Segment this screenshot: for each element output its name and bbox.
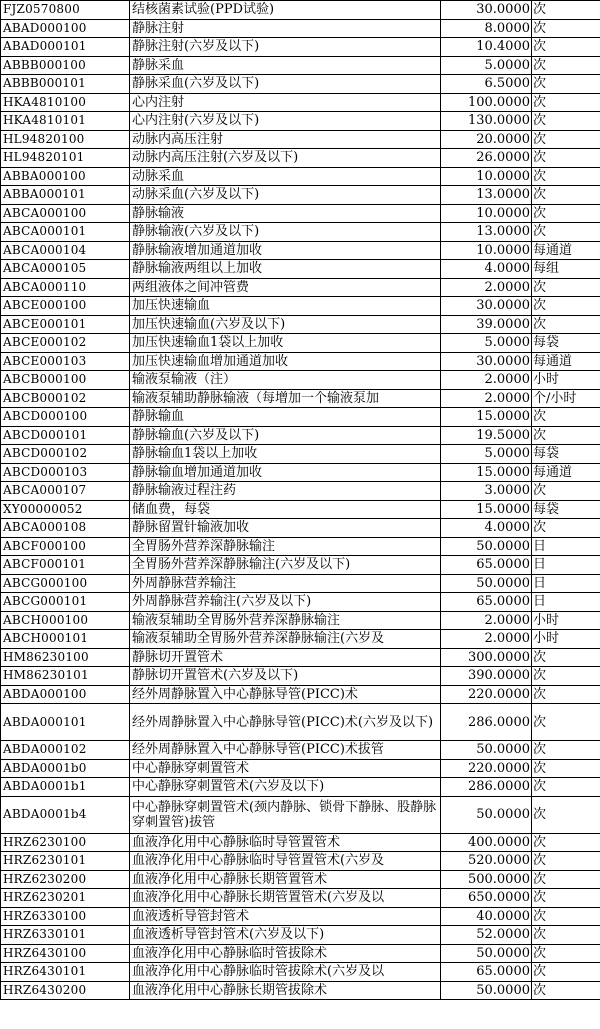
item-code-cell: ABCD000100	[1, 408, 130, 427]
table-row	[1, 796, 600, 833]
item-price-cell: 2.0000	[441, 389, 532, 408]
item-unit-cell: 日	[532, 593, 600, 612]
item-name-cell: 加压快速输血(六岁及以下)	[130, 315, 441, 334]
table-row	[1, 611, 600, 630]
item-name-cell: 静脉采血(六岁及以下)	[130, 75, 441, 94]
item-code-cell: ABCH000100	[1, 611, 130, 630]
table-row	[1, 870, 600, 889]
item-unit-cell: 次	[532, 852, 600, 871]
table-row	[1, 149, 600, 168]
item-code-cell: HRZ6230101	[1, 852, 130, 871]
item-price-cell: 30.0000	[441, 352, 532, 371]
item-code-cell: ABCG000101	[1, 593, 130, 612]
item-code-cell: HRZ6330101	[1, 926, 130, 945]
item-price-cell: 2.0000	[441, 278, 532, 297]
item-name-cell: 输液泵辅助全胃肠外营养深静脉输注	[130, 611, 441, 630]
item-price-cell: 10.0000	[441, 167, 532, 186]
item-code-cell: ABCE000102	[1, 334, 130, 353]
item-code-cell: HRZ6430101	[1, 963, 130, 982]
item-code-cell: ABCD000103	[1, 463, 130, 482]
item-price-cell: 4.0000	[441, 519, 532, 538]
item-unit-cell: 小时	[532, 611, 600, 630]
item-price-cell: 50.0000	[441, 574, 532, 593]
item-unit-cell: 次	[532, 167, 600, 186]
item-price-cell: 50.0000	[441, 944, 532, 963]
table-row	[1, 630, 600, 649]
item-price-cell: 13.0000	[441, 186, 532, 205]
item-price-cell: 220.0000	[441, 685, 532, 704]
table-row	[1, 260, 600, 279]
table-row	[1, 112, 600, 131]
item-code-cell: FJZ0570800	[1, 1, 130, 20]
item-unit-cell: 次	[532, 963, 600, 982]
item-name-cell: 动脉内高压注射	[130, 130, 441, 149]
item-price-cell: 5.0000	[441, 445, 532, 464]
item-name-cell: 动脉采血(六岁及以下)	[130, 186, 441, 205]
item-unit-cell: 每袋	[532, 500, 600, 519]
item-price-cell: 50.0000	[441, 796, 532, 833]
item-unit-cell: 每组	[532, 260, 600, 279]
table-row	[1, 426, 600, 445]
item-code-cell: ABCA000104	[1, 241, 130, 260]
table-row	[1, 315, 600, 334]
item-unit-cell: 次	[532, 926, 600, 945]
table-row	[1, 574, 600, 593]
item-name-cell: 全胃肠外营养深静脉输注(六岁及以下)	[130, 556, 441, 575]
item-price-cell: 8.0000	[441, 19, 532, 38]
item-code-cell: ABDA000100	[1, 685, 130, 704]
table-row	[1, 778, 600, 797]
item-code-cell: ABCA000105	[1, 260, 130, 279]
item-unit-cell: 次	[532, 426, 600, 445]
item-name-cell: 静脉输血增加通道加收	[130, 463, 441, 482]
item-price-cell: 3.0000	[441, 482, 532, 501]
item-price-cell: 30.0000	[441, 297, 532, 316]
table-row	[1, 482, 600, 501]
item-price-cell: 520.0000	[441, 852, 532, 871]
item-unit-cell: 次	[532, 408, 600, 427]
item-unit-cell: 次	[532, 149, 600, 168]
item-price-cell: 10.0000	[441, 241, 532, 260]
item-name-cell: 经外周静脉置入中心静脉导管(PICC)术	[130, 685, 441, 704]
item-price-cell: 65.0000	[441, 963, 532, 982]
item-price-cell: 50.0000	[441, 741, 532, 760]
table-row	[1, 241, 600, 260]
item-unit-cell: 次	[532, 93, 600, 112]
item-unit-cell: 次	[532, 759, 600, 778]
item-unit-cell: 次	[532, 130, 600, 149]
item-name-cell: 心内注射	[130, 93, 441, 112]
item-price-cell: 10.4000	[441, 38, 532, 57]
item-price-cell: 220.0000	[441, 759, 532, 778]
item-code-cell: HKA4810101	[1, 112, 130, 131]
item-unit-cell: 个/小时	[532, 389, 600, 408]
table-row	[1, 334, 600, 353]
item-price-cell: 50.0000	[441, 537, 532, 556]
item-unit-cell: 次	[532, 297, 600, 316]
item-unit-cell: 次	[532, 796, 600, 833]
item-unit-cell: 日	[532, 556, 600, 575]
table-row	[1, 408, 600, 427]
item-unit-cell: 日	[532, 574, 600, 593]
table-row	[1, 186, 600, 205]
table-row	[1, 537, 600, 556]
table-row	[1, 963, 600, 982]
item-name-cell: 血液透析导管封管术(六岁及以下)	[130, 926, 441, 945]
item-code-cell: HM86230101	[1, 667, 130, 686]
item-code-cell: HL94820101	[1, 149, 130, 168]
table-row	[1, 648, 600, 667]
item-code-cell: HKA4810100	[1, 93, 130, 112]
item-name-cell: 静脉输液	[130, 204, 441, 223]
item-unit-cell: 次	[532, 833, 600, 852]
item-price-cell: 50.0000	[441, 981, 532, 1000]
table-row	[1, 852, 600, 871]
item-code-cell: ABDA000101	[1, 704, 130, 741]
table-row	[1, 389, 600, 408]
item-unit-cell: 次	[532, 741, 600, 760]
item-code-cell: ABCA000110	[1, 278, 130, 297]
item-unit-cell: 次	[532, 278, 600, 297]
table-row	[1, 667, 600, 686]
item-name-cell: 动脉内高压注射(六岁及以下)	[130, 149, 441, 168]
item-code-cell: ABCA000107	[1, 482, 130, 501]
item-unit-cell: 次	[532, 315, 600, 334]
item-name-cell: 血液净化用中心静脉长期管拔除术	[130, 981, 441, 1000]
item-name-cell: 静脉注射	[130, 19, 441, 38]
item-price-cell: 65.0000	[441, 556, 532, 575]
item-unit-cell: 次	[532, 38, 600, 57]
item-name-cell: 加压快速输血1袋以上加收	[130, 334, 441, 353]
item-code-cell: ABBA000101	[1, 186, 130, 205]
table-row	[1, 759, 600, 778]
item-unit-cell: 每袋	[532, 445, 600, 464]
item-unit-cell: 次	[532, 75, 600, 94]
table-row	[1, 223, 600, 242]
item-code-cell: HRZ6230200	[1, 870, 130, 889]
item-unit-cell: 次	[532, 981, 600, 1000]
item-price-cell: 5.0000	[441, 334, 532, 353]
table-row	[1, 75, 600, 94]
table-row	[1, 889, 600, 908]
item-unit-cell: 次	[532, 519, 600, 538]
item-name-cell: 加压快速输血	[130, 297, 441, 316]
table-row	[1, 371, 600, 390]
table-row	[1, 19, 600, 38]
item-name-cell: 输液泵输液（注）	[130, 371, 441, 390]
item-name-cell: 静脉输血(六岁及以下)	[130, 426, 441, 445]
item-unit-cell: 次	[532, 112, 600, 131]
item-price-cell: 286.0000	[441, 778, 532, 797]
table-row	[1, 38, 600, 57]
item-unit-cell: 次	[532, 204, 600, 223]
item-unit-cell: 每袋	[532, 334, 600, 353]
item-name-cell: 血液透析导管封管术	[130, 907, 441, 926]
item-price-cell: 2.0000	[441, 371, 532, 390]
table-row	[1, 445, 600, 464]
item-price-cell: 40.0000	[441, 907, 532, 926]
item-code-cell: ABAD000100	[1, 19, 130, 38]
item-unit-cell: 次	[532, 482, 600, 501]
table-row	[1, 500, 600, 519]
item-price-cell: 39.0000	[441, 315, 532, 334]
item-unit-cell: 每通道	[532, 463, 600, 482]
item-code-cell: ABCF000101	[1, 556, 130, 575]
item-unit-cell: 次	[532, 19, 600, 38]
item-price-cell: 2.0000	[441, 611, 532, 630]
item-name-cell: 心内注射(六岁及以下)	[130, 112, 441, 131]
item-price-cell: 100.0000	[441, 93, 532, 112]
item-name-cell: 加压快速输血增加通道加收	[130, 352, 441, 371]
table-row	[1, 741, 600, 760]
item-name-cell: 静脉切开置管术	[130, 648, 441, 667]
item-price-cell: 5.0000	[441, 56, 532, 75]
item-price-cell: 20.0000	[441, 130, 532, 149]
table-row	[1, 352, 600, 371]
item-price-cell: 2.0000	[441, 630, 532, 649]
item-name-cell: 两组液体之间冲管费	[130, 278, 441, 297]
item-name-cell: 静脉输液(六岁及以下)	[130, 223, 441, 242]
item-name-cell: 结核菌素试验(PPD试验)	[130, 1, 441, 20]
item-code-cell: ABCE000103	[1, 352, 130, 371]
table-row	[1, 685, 600, 704]
item-name-cell: 经外周静脉置入中心静脉导管(PICC)术(六岁及以下)	[130, 704, 441, 741]
item-price-cell: 13.0000	[441, 223, 532, 242]
item-code-cell: ABDA000102	[1, 741, 130, 760]
item-name-cell: 静脉注射(六岁及以下)	[130, 38, 441, 57]
table-row	[1, 981, 600, 1000]
table-row	[1, 130, 600, 149]
item-code-cell: ABBB000100	[1, 56, 130, 75]
item-unit-cell: 每通道	[532, 241, 600, 260]
item-price-cell: 130.0000	[441, 112, 532, 131]
item-price-cell: 52.0000	[441, 926, 532, 945]
item-code-cell: HRZ6430100	[1, 944, 130, 963]
item-unit-cell: 次	[532, 889, 600, 908]
item-code-cell: ABBA000100	[1, 167, 130, 186]
item-price-cell: 26.0000	[441, 149, 532, 168]
item-name-cell: 中心静脉穿刺置管术(六岁及以下)	[130, 778, 441, 797]
item-code-cell: ABCD000101	[1, 426, 130, 445]
item-name-cell: 全胃肠外营养深静脉输注	[130, 537, 441, 556]
item-code-cell: ABCE000101	[1, 315, 130, 334]
table-row	[1, 93, 600, 112]
item-name-cell: 血液净化用中心静脉临时管拔除术	[130, 944, 441, 963]
item-name-cell: 静脉输液过程注药	[130, 482, 441, 501]
table-row	[1, 556, 600, 575]
item-code-cell: ABDA0001b0	[1, 759, 130, 778]
item-name-cell: 静脉输液两组以上加收	[130, 260, 441, 279]
table-row	[1, 1, 600, 20]
table-row	[1, 167, 600, 186]
table-row	[1, 519, 600, 538]
item-name-cell: 血液净化用中心静脉临时导管置管术	[130, 833, 441, 852]
table-row	[1, 56, 600, 75]
table-row	[1, 593, 600, 612]
item-unit-cell: 次	[532, 907, 600, 926]
item-unit-cell: 次	[532, 944, 600, 963]
item-price-cell: 500.0000	[441, 870, 532, 889]
item-unit-cell: 次	[532, 704, 600, 741]
item-unit-cell: 次	[532, 56, 600, 75]
table-row	[1, 926, 600, 945]
item-code-cell: ABCH000101	[1, 630, 130, 649]
item-code-cell: ABCB000100	[1, 371, 130, 390]
item-price-cell: 6.5000	[441, 75, 532, 94]
item-name-cell: 储血费，每袋	[130, 500, 441, 519]
item-name-cell: 血液净化用中心静脉长期管置管术	[130, 870, 441, 889]
item-price-cell: 650.0000	[441, 889, 532, 908]
table-row	[1, 463, 600, 482]
item-unit-cell: 日	[532, 537, 600, 556]
item-name-cell: 静脉输血1袋以上加收	[130, 445, 441, 464]
item-code-cell: ABBB000101	[1, 75, 130, 94]
item-code-cell: HM86230100	[1, 648, 130, 667]
item-unit-cell: 小时	[532, 630, 600, 649]
table-row	[1, 704, 600, 741]
item-code-cell: XY00000052	[1, 500, 130, 519]
item-price-cell: 30.0000	[441, 1, 532, 20]
table-row	[1, 944, 600, 963]
item-code-cell: ABCA000108	[1, 519, 130, 538]
item-name-cell: 中心静脉穿刺置管术	[130, 759, 441, 778]
item-unit-cell: 次	[532, 1, 600, 20]
item-name-cell: 静脉输血	[130, 408, 441, 427]
item-name-cell: 输液泵辅助静脉输液（每增加一个输液泵加	[130, 389, 441, 408]
item-code-cell: ABCF000100	[1, 537, 130, 556]
item-code-cell: ABCD000102	[1, 445, 130, 464]
item-price-cell: 19.5000	[441, 426, 532, 445]
item-price-cell: 390.0000	[441, 667, 532, 686]
item-code-cell: ABCE000100	[1, 297, 130, 316]
table-row	[1, 278, 600, 297]
item-price-cell: 15.0000	[441, 408, 532, 427]
item-price-cell: 300.0000	[441, 648, 532, 667]
item-unit-cell: 次	[532, 667, 600, 686]
item-unit-cell: 次	[532, 870, 600, 889]
item-code-cell: HL94820100	[1, 130, 130, 149]
item-code-cell: ABAD000101	[1, 38, 130, 57]
item-price-cell: 4.0000	[441, 260, 532, 279]
item-unit-cell: 次	[532, 186, 600, 205]
item-price-cell: 400.0000	[441, 833, 532, 852]
item-code-cell: ABDA0001b1	[1, 778, 130, 797]
item-name-cell: 静脉切开置管术(六岁及以下)	[130, 667, 441, 686]
item-price-cell: 15.0000	[441, 500, 532, 519]
item-name-cell: 血液净化用中心静脉临时导管置管术(六岁及	[130, 852, 441, 871]
table-row	[1, 833, 600, 852]
item-code-cell: ABCB000102	[1, 389, 130, 408]
item-unit-cell: 小时	[532, 371, 600, 390]
item-unit-cell: 次	[532, 223, 600, 242]
table-row	[1, 204, 600, 223]
item-name-cell: 中心静脉穿刺置管术(颈内静脉、锁骨下静脉、股静脉穿刺置管)拔管	[130, 796, 441, 833]
item-code-cell: HRZ6430200	[1, 981, 130, 1000]
item-code-cell: ABDA0001b4	[1, 796, 130, 833]
item-name-cell: 输液泵辅助全胃肠外营养深静脉输注(六岁及	[130, 630, 441, 649]
item-name-cell: 静脉留置针输液加收	[130, 519, 441, 538]
item-name-cell: 外周静脉营养输注	[130, 574, 441, 593]
item-name-cell: 经外周静脉置入中心静脉导管(PICC)术拔管	[130, 741, 441, 760]
item-code-cell: ABCA000101	[1, 223, 130, 242]
item-code-cell: ABCG000100	[1, 574, 130, 593]
item-price-cell: 65.0000	[441, 593, 532, 612]
item-unit-cell: 次	[532, 685, 600, 704]
item-code-cell: HRZ6330100	[1, 907, 130, 926]
table-row	[1, 297, 600, 316]
item-code-cell: HRZ6230201	[1, 889, 130, 908]
item-price-cell: 286.0000	[441, 704, 532, 741]
item-name-cell: 静脉采血	[130, 56, 441, 75]
item-unit-cell: 次	[532, 778, 600, 797]
item-name-cell: 外周静脉营养输注(六岁及以下)	[130, 593, 441, 612]
item-unit-cell: 每通道	[532, 352, 600, 371]
item-code-cell: HRZ6230100	[1, 833, 130, 852]
item-name-cell: 血液净化用中心静脉临时管拔除术(六岁及以	[130, 963, 441, 982]
item-name-cell: 静脉输液增加通道加收	[130, 241, 441, 260]
item-unit-cell: 次	[532, 648, 600, 667]
item-price-cell: 10.0000	[441, 204, 532, 223]
item-name-cell: 血液净化用中心静脉长期管置管术(六岁及以	[130, 889, 441, 908]
item-price-cell: 15.0000	[441, 463, 532, 482]
table-row	[1, 907, 600, 926]
item-name-cell: 动脉采血	[130, 167, 441, 186]
price-table-body	[1, 1, 600, 1000]
item-code-cell: ABCA000100	[1, 204, 130, 223]
